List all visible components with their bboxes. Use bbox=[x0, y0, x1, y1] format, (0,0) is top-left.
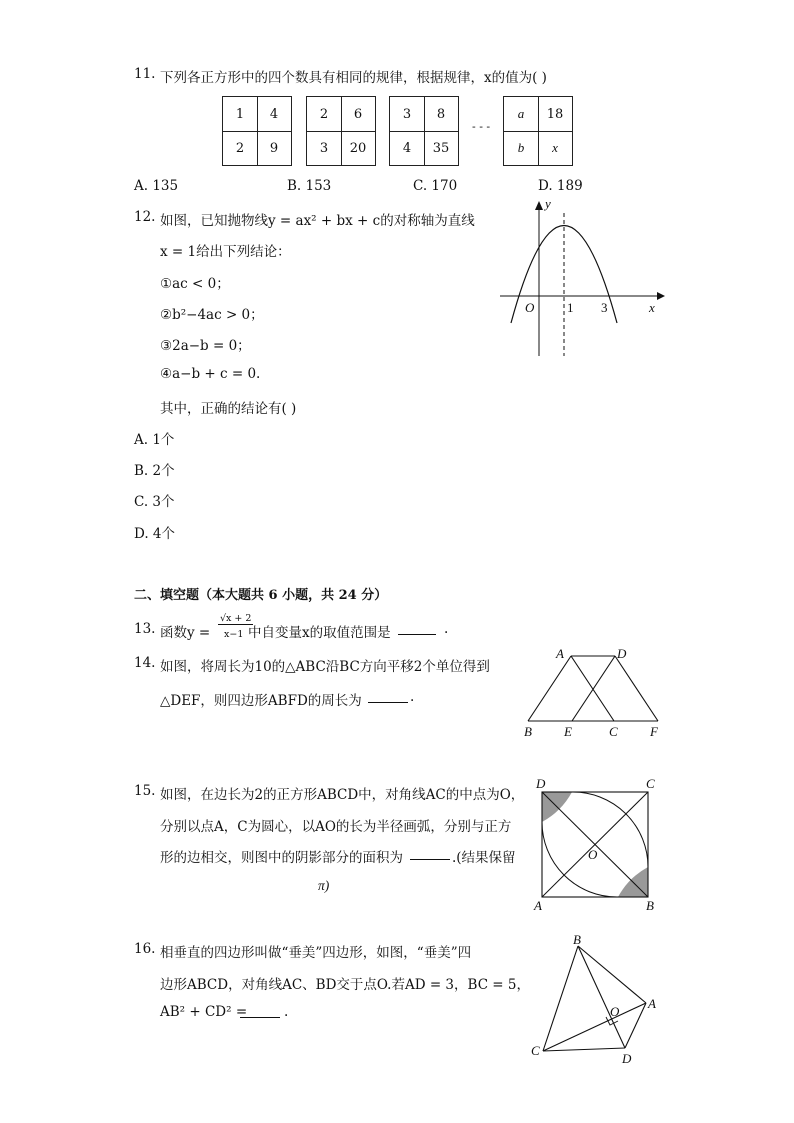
square-2-bottom-left: 3 bbox=[319, 140, 329, 156]
q12-conclusion-2: ②b²−4ac > 0； bbox=[160, 307, 264, 323]
q12-question: 其中，正确的结论有( ) bbox=[160, 401, 297, 417]
segment-cd bbox=[543, 1048, 625, 1051]
label-c: C bbox=[646, 776, 655, 791]
y-axis-label: y bbox=[545, 198, 551, 211]
q15-number: 15. bbox=[134, 783, 156, 799]
segment-ba bbox=[578, 946, 646, 1003]
q14-answer-blank bbox=[368, 702, 408, 703]
q11-option-d: D. 189 bbox=[538, 178, 583, 194]
q12-option-d: D. 4个 bbox=[134, 526, 176, 542]
q13-post: 中自变量x的取值范围是 bbox=[248, 625, 391, 641]
tick-3-label: 3 bbox=[601, 300, 608, 315]
label-a: A bbox=[648, 996, 656, 1011]
square-3-bottom-right: 35 bbox=[432, 140, 450, 156]
square-3-top-right: 8 bbox=[436, 106, 446, 122]
q15-answer-blank bbox=[410, 859, 450, 860]
q13-fraction-denominator: x−1 bbox=[224, 629, 244, 640]
x-axis-label: x bbox=[649, 300, 655, 315]
label-b: B bbox=[524, 724, 532, 739]
q11-option-b: B. 153 bbox=[287, 178, 332, 194]
square-1-bottom-left: 2 bbox=[235, 140, 245, 156]
square-2-top-right: 6 bbox=[353, 106, 363, 122]
segment-df bbox=[615, 656, 658, 721]
x-axis-arrow bbox=[657, 292, 665, 300]
orthodiagonal-quad-figure bbox=[526, 930, 666, 1070]
square-3-bottom-left: 4 bbox=[402, 140, 412, 156]
q16-line2: 边形ABCD，对角线AC、BD交于点O.若AD = 3，BC = 5， bbox=[160, 977, 531, 993]
diagonal-bd bbox=[578, 946, 625, 1048]
q15-line4: π) bbox=[318, 878, 330, 893]
q16-line1: 相垂直的四边形叫做“垂美”四边形，如图，“垂美”四 bbox=[160, 945, 472, 961]
translation-figure bbox=[518, 644, 668, 740]
number-square-2 bbox=[306, 96, 376, 166]
ellipsis-dots: - - - bbox=[472, 120, 491, 133]
label-c: C bbox=[531, 1043, 540, 1058]
label-a: A bbox=[556, 646, 564, 661]
q12-conclusion-4: ④a−b + c = 0. bbox=[160, 366, 261, 382]
parabola-figure bbox=[495, 198, 665, 358]
q14-number: 14. bbox=[134, 655, 156, 671]
label-a: A bbox=[534, 898, 542, 913]
square-4-bottom-left: b bbox=[517, 140, 525, 155]
q12-line1: 如图，已知抛物线y = ax² + bx + c的对称轴为直线 bbox=[160, 213, 475, 229]
q15-line3b: .(结果保留 bbox=[452, 850, 516, 866]
section-heading: 二、填空题（本大题共 6 小题，共 24 分） bbox=[134, 588, 388, 603]
segment-bc bbox=[543, 946, 578, 1051]
label-d: D bbox=[622, 1051, 632, 1066]
q12-number: 12. bbox=[134, 209, 156, 225]
q12-line2: x = 1给出下列结论： bbox=[160, 244, 291, 260]
origin-label: O bbox=[525, 300, 535, 315]
label-f: F bbox=[650, 724, 658, 739]
q16-end: . bbox=[284, 1004, 289, 1020]
q11-number: 11. bbox=[134, 66, 156, 82]
label-c: C bbox=[609, 724, 618, 739]
diagonal-ac bbox=[543, 1003, 646, 1051]
q12-option-a: A. 1个 bbox=[134, 432, 175, 448]
q11-stem: 下列各正方形中的四个数具有相同的规律，根据规律，x的值为( ) bbox=[160, 70, 547, 86]
tick-1-label: 1 bbox=[567, 300, 574, 315]
q12-option-b: B. 2个 bbox=[134, 463, 175, 479]
label-o: O bbox=[588, 847, 598, 862]
number-square-3 bbox=[389, 96, 459, 166]
label-e: E bbox=[564, 724, 572, 739]
square-arcs-figure bbox=[530, 774, 664, 916]
q11-option-c: C. 170 bbox=[413, 178, 458, 194]
q15-line2: 分别以点A，C为圆心，以AO的长为半径画弧，分别与正方 bbox=[160, 819, 512, 835]
q16-number: 16. bbox=[134, 941, 156, 957]
q12-conclusion-1: ①ac < 0； bbox=[160, 276, 230, 292]
q14-end: . bbox=[410, 689, 415, 705]
q13-answer-blank bbox=[398, 634, 436, 635]
q13-number: 13. bbox=[134, 621, 156, 637]
q16-answer-blank bbox=[240, 1017, 280, 1018]
square-2-bottom-right: 20 bbox=[349, 140, 367, 156]
y-axis-arrow bbox=[535, 201, 543, 210]
q16-line3: AB² + CD² = bbox=[160, 1004, 248, 1020]
q15-line3: 形的边相交，则图中的阴影部分的面积为 bbox=[160, 850, 403, 866]
square-2-top-left: 2 bbox=[319, 106, 329, 122]
q13-pre: 函数y = bbox=[160, 625, 211, 641]
label-d: D bbox=[617, 646, 627, 661]
segment-de bbox=[572, 656, 615, 721]
q13-fraction-numerator: √x + 2 bbox=[220, 613, 252, 624]
square-4-top-right: 18 bbox=[546, 106, 564, 122]
q13-end: . bbox=[444, 621, 449, 637]
square-1-bottom-right: 9 bbox=[269, 140, 279, 156]
label-b: B bbox=[573, 932, 581, 947]
square-1-top-right: 4 bbox=[269, 106, 279, 122]
q12-option-c: C. 3个 bbox=[134, 494, 175, 510]
square-4-top-left: a bbox=[517, 106, 525, 121]
q12-conclusion-3: ③2a−b = 0； bbox=[160, 338, 251, 354]
label-o: O bbox=[610, 1004, 620, 1019]
label-b: B bbox=[646, 898, 654, 913]
q14-line2: △DEF，则四边形ABFD的周长为 bbox=[160, 693, 362, 709]
q14-line1: 如图，将周长为10的△ABC沿BC方向平移2个单位得到 bbox=[160, 659, 490, 675]
q15-line1: 如图，在边长为2的正方形ABCD中，对角线AC的中点为O， bbox=[160, 787, 525, 803]
label-d: D bbox=[536, 776, 546, 791]
square-1-top-left: 1 bbox=[235, 106, 245, 122]
square-4-bottom-right: x bbox=[552, 140, 558, 155]
segment-ad bbox=[625, 1003, 646, 1048]
number-square-4 bbox=[503, 96, 573, 166]
q11-option-a: A. 135 bbox=[134, 178, 179, 194]
segment-ab bbox=[528, 656, 571, 721]
square-3-top-left: 3 bbox=[402, 106, 412, 122]
number-square-1 bbox=[222, 96, 292, 166]
segment-ac bbox=[571, 656, 614, 721]
